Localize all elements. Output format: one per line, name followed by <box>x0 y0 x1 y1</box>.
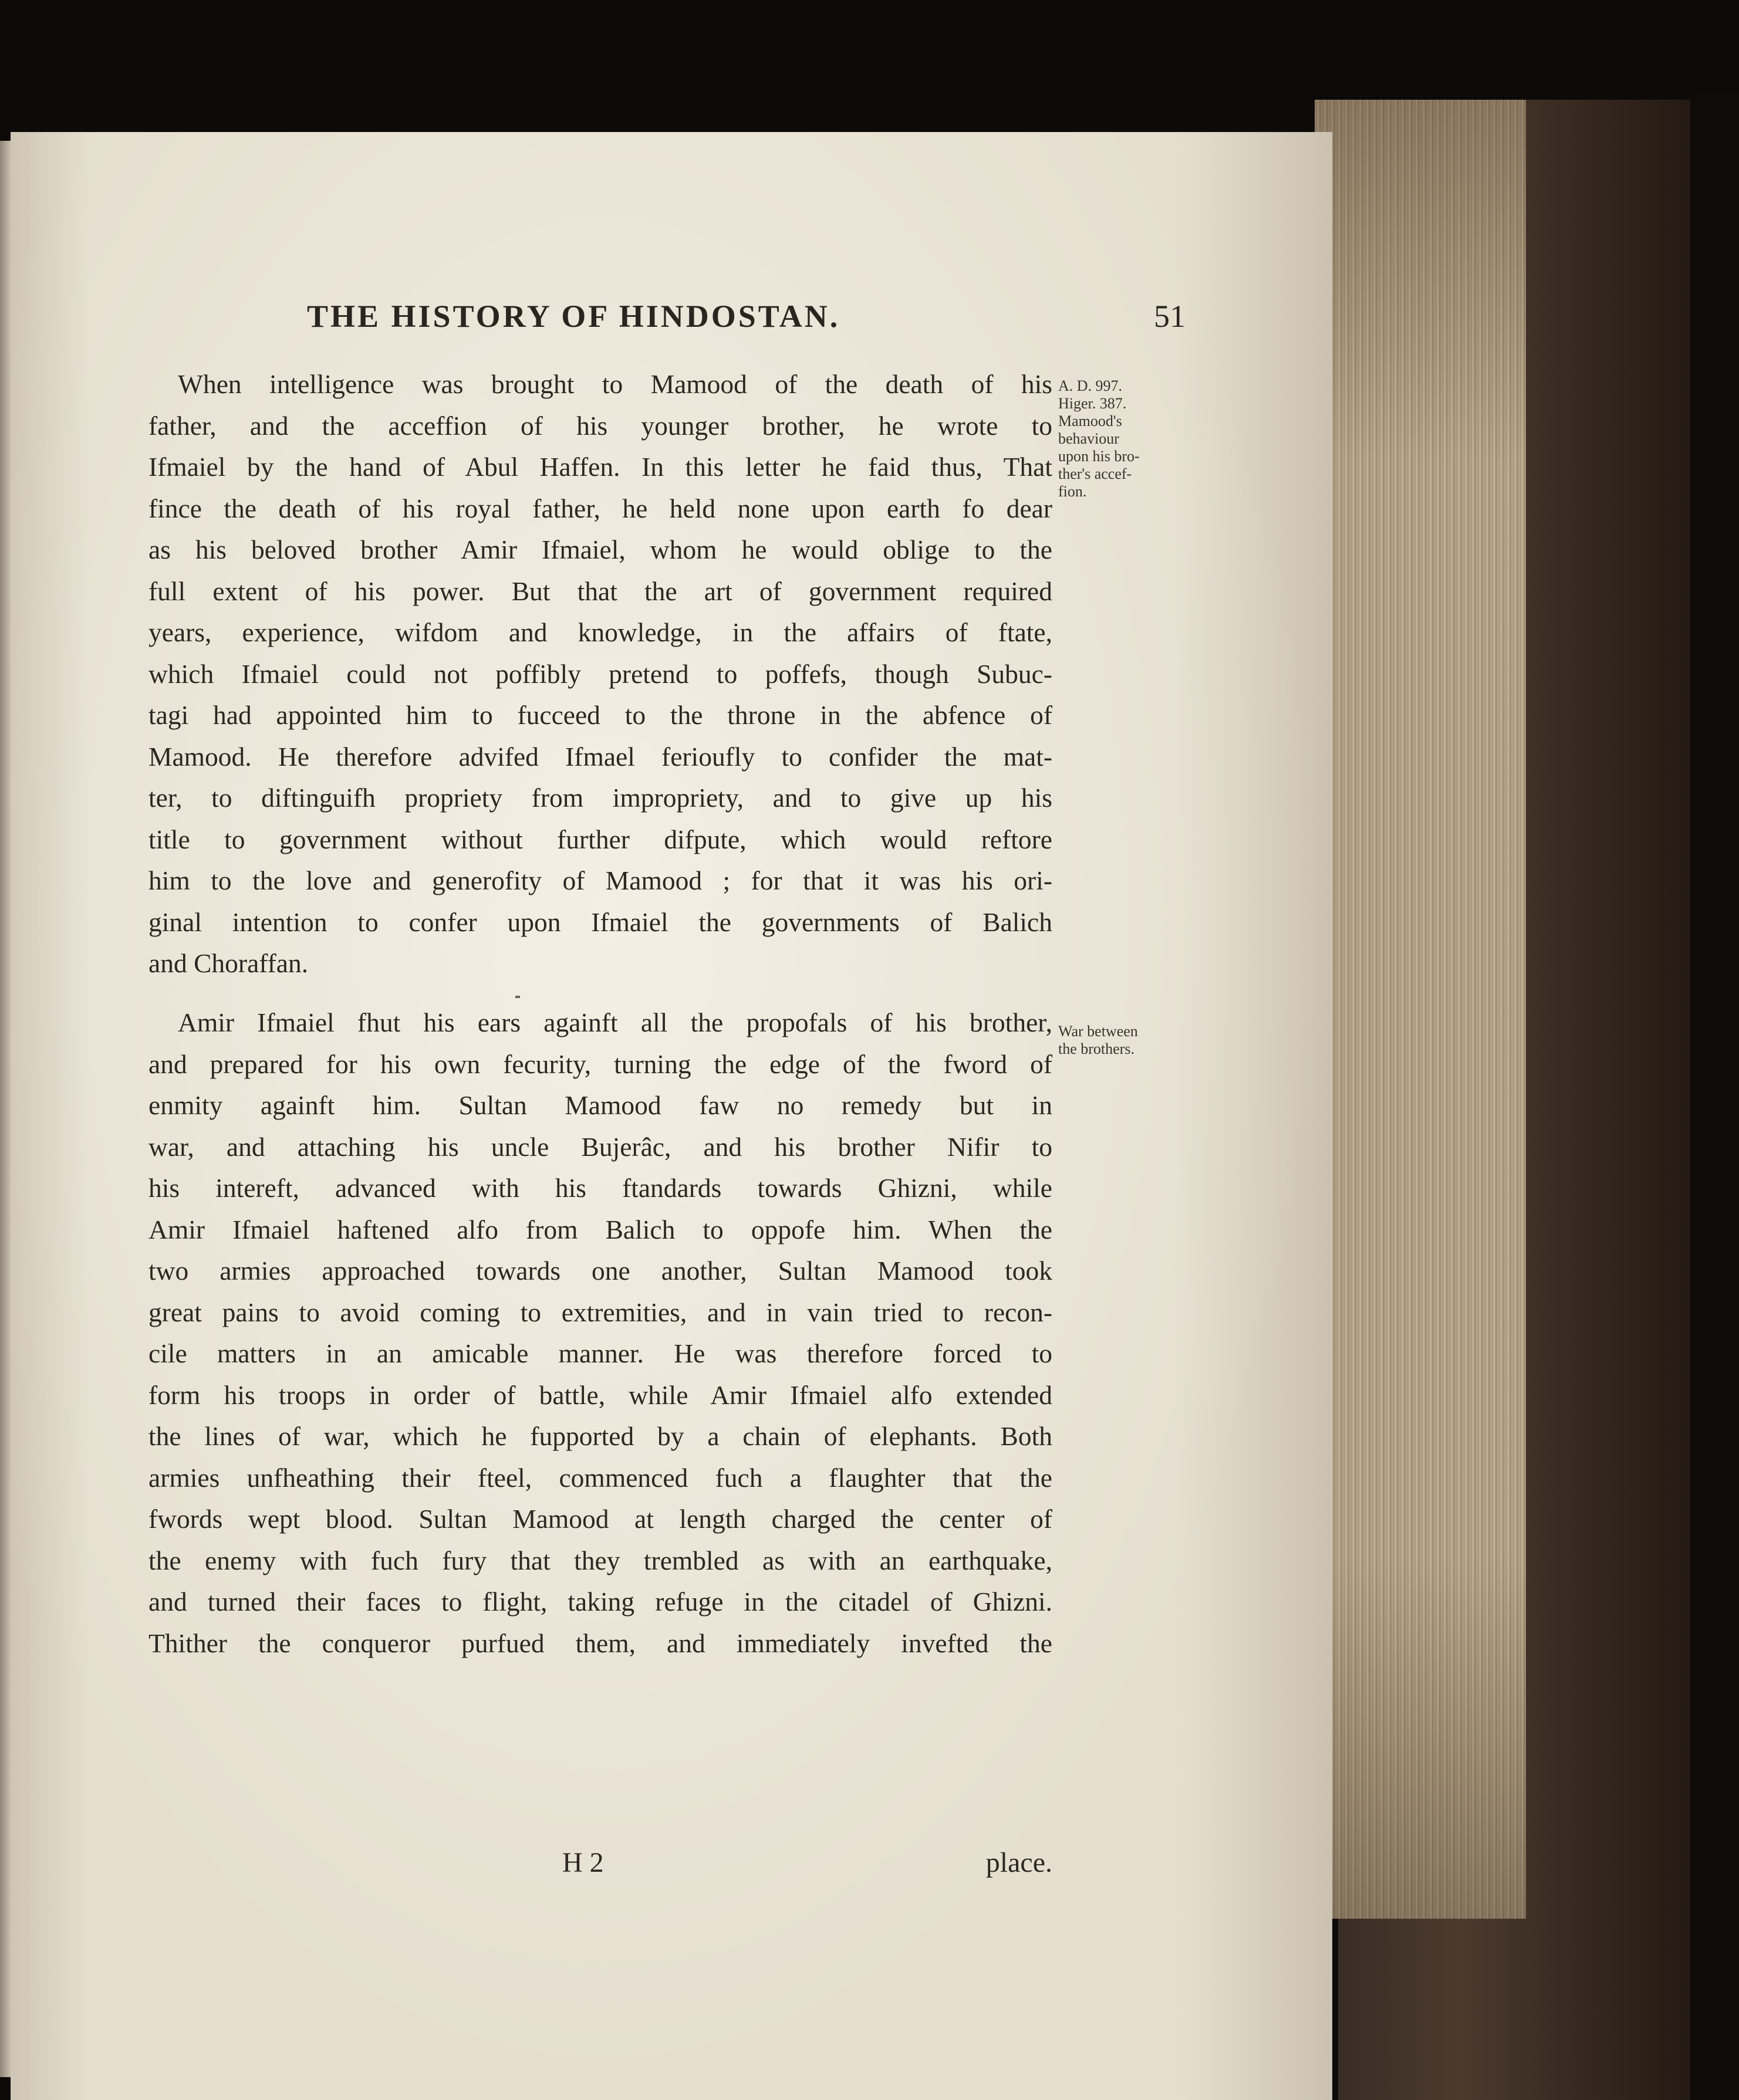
text-line: the enemy with fuch fury that they trembled as with an earthquake, <box>148 1545 1052 1575</box>
text-line: years, experience, wifdom and knowledge, in the affairs of ftate, <box>148 617 1052 647</box>
text-line: When intelligence was brought to Mamood of the death of his <box>178 369 1052 399</box>
text-line: his intereft, advanced with his ftandards towards Ghizni, while <box>148 1173 1052 1203</box>
text-line: great pains to avoid coming to extremities, and in vain tried to recon- <box>148 1297 1052 1327</box>
text-line: Amir Ifmaiel haftened alfo from Balich to oppofe him. When the <box>148 1214 1052 1245</box>
facing-page-edge <box>0 141 12 2077</box>
text-line: father, and the acceffion of his younger brother, he wrote to <box>148 410 1052 441</box>
margin-note-line: Mamood's <box>1058 412 1122 430</box>
text-line: armies unfheathing their fteel, commenced fuch a flaughter that the <box>148 1462 1052 1493</box>
text-line: as his beloved brother Amir Ifmaiel, whom he would oblige to the <box>148 535 1052 564</box>
margin-note-line: ther's accef- <box>1058 465 1132 482</box>
text-line: tagi had appointed him to fucceed to the throne in the abfence of <box>148 700 1052 730</box>
margin-note-line: upon his bro- <box>1058 448 1140 465</box>
text-line: full extent of his power. But that the art of government required <box>148 576 1052 606</box>
text-line: form his troops in order of battle, while Amir Ifmaiel alfo extended <box>148 1379 1052 1410</box>
book-page <box>11 132 1332 2100</box>
page-block-edge <box>1315 100 1526 1919</box>
page-number: 51 <box>1154 299 1186 334</box>
text-line: Amir Ifmaiel fhut his ears againft all the propofals of his brother, <box>178 1007 1052 1037</box>
text-line: and Choraffan. <box>148 948 309 978</box>
text-line: Thither the conqueror purfued them, and immediately invefted the <box>148 1628 1052 1658</box>
margin-note-line: behaviour <box>1058 430 1119 447</box>
margin-note-line: fion. <box>1058 483 1087 500</box>
text-line: title to government without further difpute, which would reftore <box>148 824 1052 854</box>
text-line: the lines of war, which he fupported by a chain of elephants. Both <box>148 1421 1052 1451</box>
signature-mark: H 2 <box>562 1847 604 1878</box>
margin-note-2 <box>1058 1023 1193 1058</box>
margin-note-1 <box>1058 377 1193 501</box>
margin-note-line: War between <box>1058 1023 1138 1040</box>
separator-mark <box>515 996 520 998</box>
text-line: ter, to diftinguifh propriety from impropriety, and to give up his <box>148 783 1052 813</box>
margin-note-line: the brothers. <box>1058 1040 1134 1057</box>
paragraph-2 <box>148 1002 1052 1664</box>
margin-note-line: A. D. 997. <box>1058 377 1123 394</box>
text-line: ginal intention to confer upon Ifmaiel the governments of Balich <box>148 907 1052 937</box>
text-line: him to the love and generofity of Mamood ; for that it was his ori- <box>148 865 1052 895</box>
text-line: Mamood. He therefore advifed Ifmael ferioufly to confider the mat- <box>148 741 1052 772</box>
text-line: and turned their faces to flight, taking refuge in the citadel of Ghizni. <box>148 1587 1052 1617</box>
text-line: which Ifmaiel could not poffibly pretend to poffefs, though Subuc- <box>148 658 1052 689</box>
text-line: cile matters in an amicable manner. He was therefore forced to <box>148 1338 1052 1368</box>
text-line: fwords wept blood. Sultan Mamood at length charged the center of <box>148 1504 1052 1534</box>
text-line: and prepared for his own fecurity, turning the edge of the fword of <box>148 1049 1052 1079</box>
text-line: fince the death of his royal father, he held none upon earth fo dear <box>148 493 1052 523</box>
paragraph-1 <box>148 364 1052 985</box>
text-line: Ifmaiel by the hand of Abul Haffen. In this letter he faid thus, That <box>148 452 1052 482</box>
text-line: war, and attaching his uncle Bujerâc, and his brother Nifir to <box>148 1131 1052 1162</box>
running-head: THE HISTORY OF HINDOSTAN. <box>307 299 840 334</box>
text-line: enmity againft him. Sultan Mamood faw no remedy but in <box>148 1090 1052 1120</box>
text-line: two armies approached towards one another, Sultan Mamood took <box>148 1256 1052 1286</box>
margin-note-line: Higer. 387. <box>1058 395 1127 412</box>
book-spine-shadow <box>1690 94 1739 2100</box>
catchword: place. <box>985 1847 1052 1878</box>
